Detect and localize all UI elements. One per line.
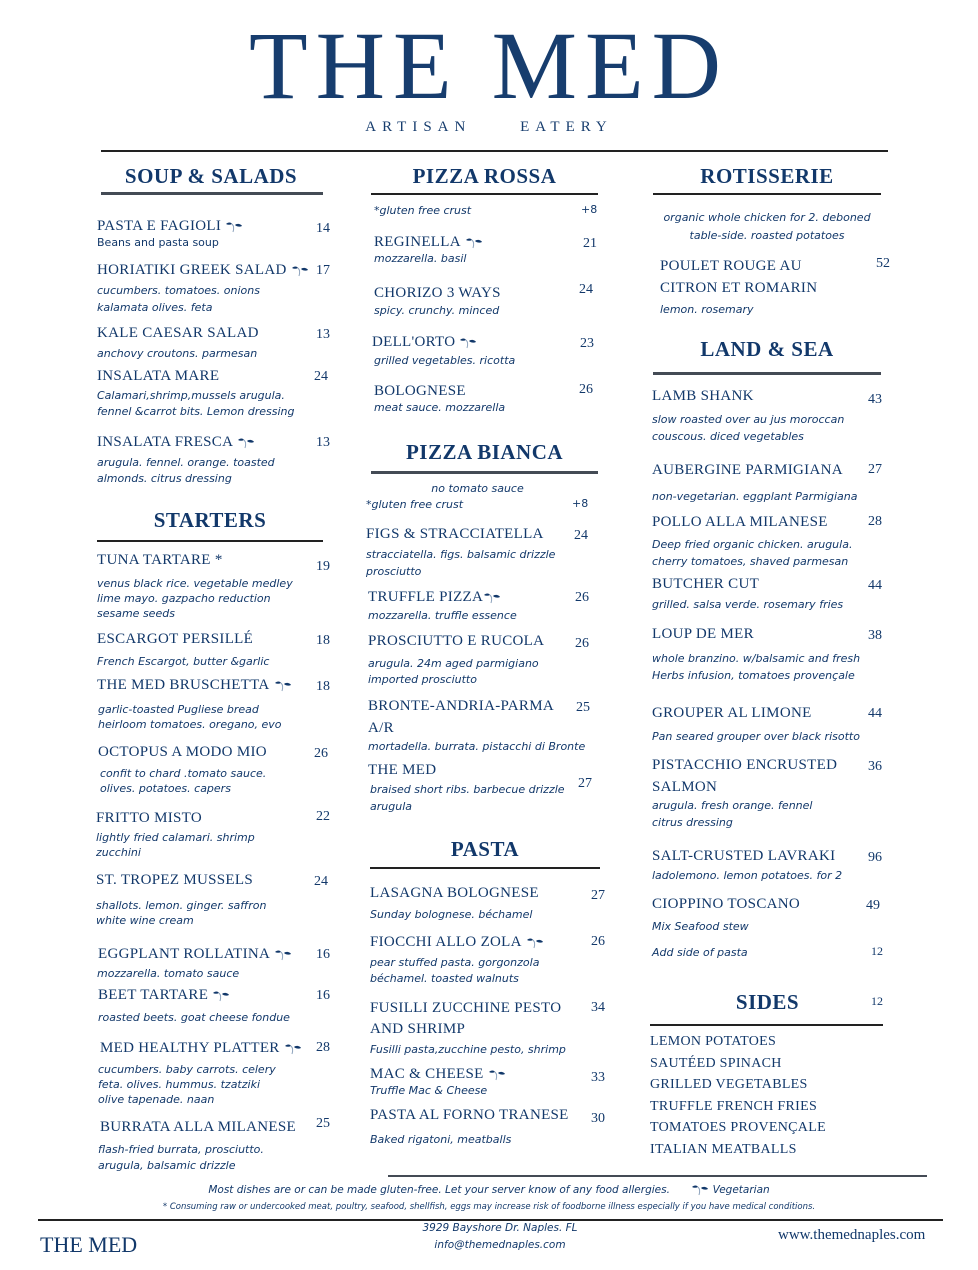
item-description: lime mayo. gazpacho reduction xyxy=(97,592,271,605)
item-description: citrus dressing xyxy=(652,816,733,829)
item-description: prosciutto xyxy=(366,565,422,578)
item-price: 22 xyxy=(316,809,330,824)
vegetarian-leaf-icon xyxy=(691,1184,709,1196)
item-price: 33 xyxy=(591,1070,605,1085)
item-price: 26 xyxy=(314,746,328,761)
vegetarian-leaf-icon xyxy=(274,949,292,961)
item-description: confit to chard .tomato sauce. xyxy=(100,767,267,780)
item-name: HORIATIKI GREEK SALAD xyxy=(97,262,287,278)
side-item: TRUFFLE FRENCH FRIES xyxy=(650,1099,818,1114)
section-divider xyxy=(97,540,323,542)
side-item: LEMON POTATOES xyxy=(650,1034,777,1049)
item-name: PASTA E FAGIOLI xyxy=(97,218,222,234)
item-price: 43 xyxy=(868,392,882,407)
vegetarian-leaf-icon xyxy=(237,437,255,449)
item-description: Truffle Mac & Cheese xyxy=(370,1084,488,1097)
section-divider xyxy=(371,471,598,474)
item-price: 49 xyxy=(866,898,880,913)
vegetarian-leaf-icon xyxy=(483,592,501,604)
item-name-line2: A/R xyxy=(368,720,394,736)
item-description: meat sauce. mozzarella xyxy=(374,401,506,414)
item-price: 44 xyxy=(868,706,882,721)
item-name: BURRATA ALLA MILANESE xyxy=(100,1119,296,1135)
item-price: 24 xyxy=(579,282,593,297)
footer-notes-line xyxy=(0,1184,978,1196)
item-description: heirloom tomatoes. oregano, evo xyxy=(98,718,282,731)
item-description: anchovy croutons. parmesan xyxy=(97,347,258,360)
item-price: 17 xyxy=(316,263,330,278)
item-description: arugula. fresh orange. fennel xyxy=(652,799,813,812)
brand-title: THE MED xyxy=(249,12,729,119)
item-description: non-vegetarian. eggplant Parmigiana xyxy=(652,490,858,503)
item-price: 24 xyxy=(574,528,588,543)
item-description: fennel &carrot bits. Lemon dressing xyxy=(97,405,295,418)
item-name: DELL'ORTO xyxy=(372,334,456,350)
item-description: Deep fried organic chicken. arugula. xyxy=(652,538,853,551)
item-price: 18 xyxy=(316,679,330,694)
item-price: 21 xyxy=(583,236,597,251)
item-price: 27 xyxy=(591,888,605,903)
item-description: cucumbers. baby carrots. celery xyxy=(98,1063,276,1076)
item-description: grilled vegetables. ricotta xyxy=(374,354,516,367)
vegetarian-legend: Vegetarian xyxy=(712,1184,770,1196)
footer-address: 3929 Bayshore Dr. Naples. FL xyxy=(422,1222,578,1234)
item-description: venus black rice. vegetable medley xyxy=(97,577,293,590)
item-description: Baked rigatoni, meatballs xyxy=(370,1133,512,1146)
side-item: TOMATOES PROVENÇALE xyxy=(650,1120,826,1135)
item-price: 16 xyxy=(316,947,330,962)
footer-email-link[interactable]: info@themednaples.com xyxy=(434,1239,566,1251)
vegetarian-leaf-icon xyxy=(212,990,230,1002)
item-description: zucchini xyxy=(96,846,141,859)
item-description: mortadella. burrata. pistacchi di Bronte xyxy=(368,740,586,753)
gluten-free-note: *gluten free crust xyxy=(374,204,472,217)
section-title-land-sea: LAND & SEA xyxy=(700,337,834,361)
item-description: arugula, balsamic drizzle xyxy=(98,1159,236,1172)
item-name-line2: AND SHRIMP xyxy=(370,1021,466,1037)
vegetarian-leaf-icon xyxy=(225,221,243,233)
item-description: whole branzino. w/balsamic and fresh xyxy=(652,652,861,665)
item-price: 18 xyxy=(316,633,330,648)
item-price: 38 xyxy=(868,628,882,643)
item-description: Herbs infusion, tomatoes provençale xyxy=(652,669,855,682)
side-item: GRILLED VEGETABLES xyxy=(650,1077,808,1092)
vegetarian-leaf-icon xyxy=(526,937,544,949)
section-title-pizza-rossa: PIZZA ROSSA xyxy=(412,164,557,188)
item-name: CHORIZO 3 WAYS xyxy=(374,285,501,301)
raw-food-warning: * Consuming raw or undercooked meat, poultry, seafood, shellfish, eggs may increase risk of foodborne illness especially if you have medical conditions. xyxy=(162,1202,816,1212)
item-description: grilled. salsa verde. rosemary fries xyxy=(652,598,844,611)
rotisserie-intro: organic whole chicken for 2. deboned xyxy=(663,211,871,224)
section-divider xyxy=(653,193,881,195)
section-divider xyxy=(371,193,598,195)
item-name: BEET TARTARE xyxy=(98,987,209,1003)
item-description: Pan seared grouper over black risotto xyxy=(652,730,860,743)
item-name: FRITTO MISTO xyxy=(96,810,202,826)
sides-price: 12 xyxy=(871,994,883,1008)
brand-subtitle: ARTISAN EATERY xyxy=(365,119,613,135)
section-divider xyxy=(653,372,881,375)
item-price: 26 xyxy=(575,590,589,605)
item-price: 16 xyxy=(316,988,330,1003)
item-name: POULET ROUGE AU xyxy=(660,258,802,274)
item-price: 26 xyxy=(591,934,605,949)
no-tomato-note: no tomato sauce xyxy=(431,482,524,495)
item-price: 26 xyxy=(579,382,593,397)
gluten-free-note: Most dishes are or can be made gluten-free. Let your server know of any food allergies. xyxy=(208,1184,670,1196)
gluten-free-price: +8 xyxy=(581,203,598,216)
item-price: 28 xyxy=(316,1040,330,1055)
item-name: PISTACCHIO ENCRUSTED xyxy=(652,757,838,773)
gluten-free-note: *gluten free crust xyxy=(366,498,464,511)
header-divider xyxy=(101,150,888,152)
item-price: 34 xyxy=(591,1000,605,1015)
item-name: OCTOPUS A MODO MIO xyxy=(98,744,267,760)
item-price: 30 xyxy=(591,1111,605,1126)
item-description: Fusilli pasta,zucchine pesto, shrimp xyxy=(370,1043,566,1056)
item-price: 24 xyxy=(314,369,328,384)
vegetarian-leaf-icon xyxy=(465,237,483,249)
item-price: 14 xyxy=(316,221,330,236)
item-name: BOLOGNESE xyxy=(374,383,466,399)
item-price: 13 xyxy=(316,435,330,450)
item-name: CIOPPINO TOSCANO xyxy=(652,896,801,912)
item-description: roasted beets. goat cheese fondue xyxy=(98,1011,290,1024)
item-name: TRUFFLE PIZZA xyxy=(368,589,484,605)
item-name-line2: SALMON xyxy=(652,779,718,795)
item-name: MED HEALTHY PLATTER xyxy=(100,1040,280,1056)
addon-label: Add side of pasta xyxy=(652,946,748,959)
item-name: ESCARGOT PERSILLÉ xyxy=(97,631,254,647)
item-description: couscous. diced vegetables xyxy=(652,430,804,443)
item-name: AUBERGINE PARMIGIANA xyxy=(652,462,843,478)
item-description: cherry tomatoes, shaved parmesan xyxy=(652,555,849,568)
item-description: lemon. rosemary xyxy=(660,303,754,316)
rotisserie-intro: table-side. roasted potatoes xyxy=(689,229,845,242)
item-name: BUTCHER CUT xyxy=(652,576,760,592)
item-price: 26 xyxy=(575,636,589,651)
item-description: mozzarella. tomato sauce xyxy=(97,967,240,980)
item-description: sesame seeds xyxy=(97,607,175,620)
side-item: SAUTÉED SPINACH xyxy=(650,1056,782,1071)
website-link[interactable]: www.themednaples.com xyxy=(778,1227,926,1243)
item-price: 25 xyxy=(316,1116,330,1131)
item-name: SALT-CRUSTED LAVRAKI xyxy=(652,848,836,864)
vegetarian-leaf-icon xyxy=(459,337,477,349)
vegetarian-leaf-icon xyxy=(284,1043,302,1055)
item-name: LASAGNA BOLOGNESE xyxy=(370,885,539,901)
item-description: béchamel. toasted walnuts xyxy=(370,972,519,985)
item-price: 25 xyxy=(576,700,590,715)
item-name: INSALATA FRESCA xyxy=(97,434,234,450)
item-price: 23 xyxy=(580,336,594,351)
item-description: arugula. fennel. orange. toasted xyxy=(97,456,275,469)
item-description: garlic-toasted Pugliese bread xyxy=(98,703,259,716)
vegetarian-leaf-icon xyxy=(291,265,309,277)
item-name: FUSILLI ZUCCHINE PESTO xyxy=(370,1000,562,1016)
item-description: slow roasted over au jus moroccan xyxy=(652,413,845,426)
item-name: GROUPER AL LIMONE xyxy=(652,705,812,721)
section-divider xyxy=(101,192,323,195)
item-description: arugula. 24m aged parmigiano xyxy=(368,657,539,670)
item-name: ST. TROPEZ MUSSELS xyxy=(96,872,253,888)
item-name: POLLO ALLA MILANESE xyxy=(652,514,828,530)
item-description: arugula xyxy=(370,800,412,813)
item-name: THE MED xyxy=(368,762,437,778)
item-description: olives. potatoes. capers xyxy=(100,782,231,795)
section-title-sides: SIDES xyxy=(735,990,800,1014)
section-title-pizza-bianca: PIZZA BIANCA xyxy=(405,440,564,464)
item-name: PASTA AL FORNO TRANESE xyxy=(370,1107,569,1123)
item-name: KALE CAESAR SALAD xyxy=(97,325,259,341)
item-price: 13 xyxy=(316,327,330,342)
section-title-rotisserie: ROTISSERIE xyxy=(700,164,834,188)
item-description: flash-fried burrata, prosciutto. xyxy=(98,1143,264,1156)
item-price: 19 xyxy=(316,559,330,574)
item-price: 44 xyxy=(868,578,882,593)
item-price: 24 xyxy=(314,874,328,889)
section-title-soup-salads: SOUP & SALADS xyxy=(124,164,298,188)
item-description: French Escargot, butter &garlic xyxy=(97,655,270,668)
item-description: Sunday bolognese. béchamel xyxy=(370,908,533,921)
item-description: imported prosciutto xyxy=(368,673,477,686)
section-divider xyxy=(370,867,600,869)
item-name: INSALATA MARE xyxy=(97,368,220,384)
item-name: PROSCIUTTO E RUCOLA xyxy=(368,633,545,649)
item-description: white wine cream xyxy=(96,914,194,927)
item-description: mozzarella. truffle essence xyxy=(368,609,517,622)
item-price: 36 xyxy=(868,759,882,774)
item-name: FIOCCHI ALLO ZOLA xyxy=(370,934,522,950)
item-description: Beans and pasta soup xyxy=(97,236,219,249)
item-name: FIGS & STRACCIATELLA xyxy=(366,526,544,542)
item-name-line2: CITRON ET ROMARIN xyxy=(660,280,818,296)
item-description: feta. olives. hummus. tzatziki xyxy=(98,1078,260,1091)
item-description: braised short ribs. barbecue drizzle xyxy=(370,783,565,796)
section-title-starters: STARTERS xyxy=(153,508,267,532)
item-price: 27 xyxy=(578,776,592,791)
gluten-free-price: +8 xyxy=(572,497,589,510)
item-description: ladolemono. lemon potatoes. for 2 xyxy=(652,869,843,882)
item-description: Mix Seafood stew xyxy=(652,920,749,933)
vegetarian-leaf-icon xyxy=(488,1069,506,1081)
item-description: spicy. crunchy. minced xyxy=(374,304,500,317)
footer-divider-top xyxy=(388,1175,927,1177)
addon-price: 12 xyxy=(871,944,883,958)
item-name: LAMB SHANK xyxy=(652,388,754,404)
item-description: stracciatella. figs. balsamic drizzle xyxy=(366,548,556,561)
item-description: cucumbers. tomatoes. onions xyxy=(97,284,260,297)
section-title-pasta: PASTA xyxy=(450,837,520,861)
item-name: MAC & CHEESE xyxy=(370,1066,484,1082)
footer-brand: THE MED xyxy=(40,1232,138,1257)
item-description: pear stuffed pasta. gorgonzola xyxy=(370,956,540,969)
item-price: 52 xyxy=(876,256,890,271)
item-name: EGGPLANT ROLLATINA xyxy=(98,946,271,962)
item-price: 96 xyxy=(868,850,882,865)
item-description: kalamata olives. feta xyxy=(97,301,213,314)
side-item: ITALIAN MEATBALLS xyxy=(650,1142,797,1157)
item-description: almonds. citrus dressing xyxy=(97,472,232,485)
item-description: Calamari,shrimp,mussels arugula. xyxy=(97,389,285,402)
item-name: LOUP DE MER xyxy=(652,626,754,642)
item-price: 27 xyxy=(868,462,882,477)
footer-divider xyxy=(38,1219,943,1221)
item-description: lightly fried calamari. shrimp xyxy=(96,831,255,844)
item-name: REGINELLA xyxy=(374,234,461,250)
item-price: 28 xyxy=(868,514,882,529)
vegetarian-leaf-icon xyxy=(274,680,292,692)
item-description: olive tapenade. naan xyxy=(98,1093,215,1106)
item-name: TUNA TARTARE * xyxy=(97,552,223,568)
section-divider xyxy=(650,1024,883,1026)
item-description: shallots. lemon. ginger. saffron xyxy=(96,899,267,912)
item-description: mozzarella. basil xyxy=(374,252,467,265)
item-name: BRONTE-ANDRIA-PARMA xyxy=(368,698,554,714)
item-name: THE MED BRUSCHETTA xyxy=(97,677,270,693)
